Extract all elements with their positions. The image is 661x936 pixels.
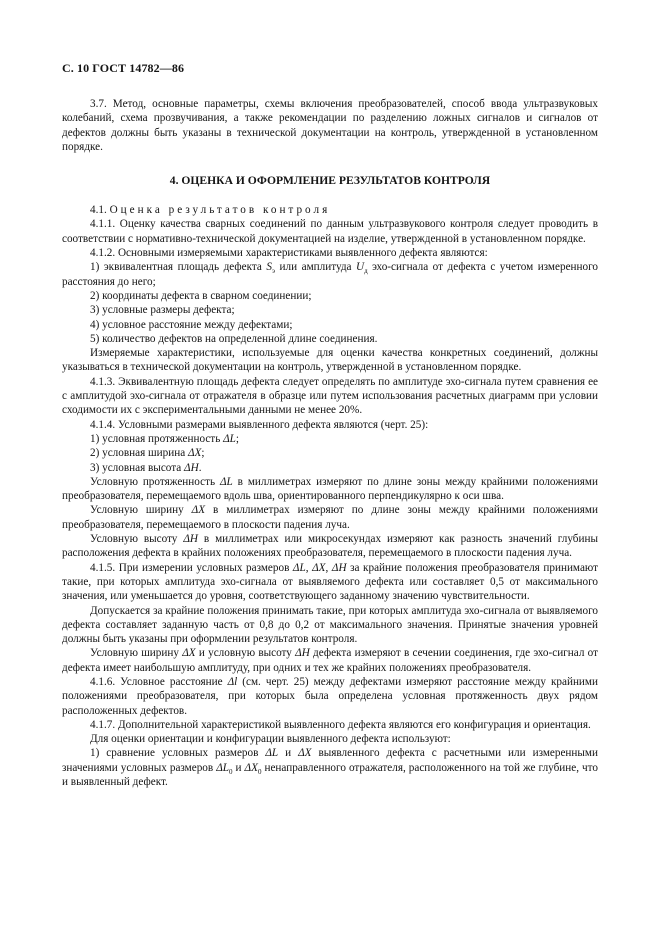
page-content bbox=[62, 97, 598, 789]
list-item-3: 3) условные размеры дефекта; bbox=[90, 304, 235, 317]
paragraph-4-1-7: 4.1.7. Дополнительной характеристикой выявленного дефекта являются его конфигурация и ориентация. bbox=[90, 718, 591, 731]
paragraph-3-7: 3.7. Метод, основные параметры, схемы включения преобразователей, способ ввода ультразвуковых колебаний, схема прозвучивания, а также рекомендации по разделению ложных сигналов и сигналов от дефектов должны быть указаны в технической документации на контроль, утвержденной в установленном порядке. bbox=[62, 98, 598, 153]
paragraph-4-1-2: 4.1.2. Основными измеряемыми характеристиками выявленного дефекта являются: bbox=[90, 247, 488, 260]
paragraph-comparison: 1) сравнение условных размеров ΔL и ΔX выявленного дефекта с расчетными или измеренными значениями условных размеров $\Delta L_0$ и $\Delta X_0$ ненаправленного отражателя, расположенного на той же глубине, что и выявленный дефект. bbox=[62, 747, 598, 789]
paragraph-orientation: Для оценки ориентации и конфигурации выявленного дефекта используют: bbox=[90, 733, 451, 746]
paragraph-4-1-1: 4.1.1. Оценку качества сварных соединений по данным ультразвукового контроля следует проводить в соответствии с нормативно-технической документацией на изделие, утвержденной в установленном порядке. bbox=[62, 218, 598, 245]
list-item-4: 4) условное расстояние между дефектами; bbox=[90, 318, 293, 331]
paragraph-length: Условную протяженность ΔL в миллиметрах измеряют по длине зоны между крайними положениями преобразователя, перемещаемого вдоль шва, ориентированного перпендикулярно к оси шва. bbox=[62, 475, 598, 503]
paragraph-measured: Измеряемые характеристики, используемые для оценки качества конкретных соединений, должны указываться в технической документации на контроль, утвержденной в установленном порядке. bbox=[62, 347, 598, 374]
paragraph-4-1-6: 4.1.6. Условное расстояние Δl (см. черт. 25) между дефектами измеряют расстояние между крайними положениями преобразователя, при которых была определена условная протяженность двух рядом расположенных дефектов. bbox=[62, 675, 598, 717]
paragraph-allowed: Допускается за крайние положения принимать такие, при которых амплитуда эхо-сигнала от выявляемого дефекта составляет заданную часть от 0,8 до 0,2 от максимального значения. Принятые значения уровней должны быть указаны при оформлении результатов контроля. bbox=[62, 604, 598, 646]
section-4-title: 4. ОЦЕНКА И ОФОРМЛЕНИЕ РЕЗУЛЬТАТОВ КОНТРОЛЯ bbox=[169, 174, 491, 188]
subsection-4-1-heading bbox=[62, 203, 598, 217]
condition-width: 2) условная ширина ΔX; bbox=[90, 447, 205, 460]
list-item-5: 5) количество дефектов на определенной длине соединения. bbox=[90, 332, 378, 345]
symbol-U: U bbox=[356, 261, 365, 274]
paragraph-4-1-5: 4.1.5. При измерении условных размеров ΔL, ΔX, ΔH за крайние положения преобразователя принимают такие, при которых амплитуда эхо-сигнала от выявляемого дефекта или составляет 0,5 от максимального значения, или уменьшается до уровня, соответствующего заданному значению чувствительности. bbox=[62, 561, 599, 603]
paragraph-width: Условную ширину ΔX в миллиметрах измеряют по длине зоны между крайними положениями преобразователя, перемещаемого в плоскости падения луча. bbox=[62, 504, 598, 531]
paragraph-height: Условную высоту ΔH в миллиметрах или микросекундах измеряют как разность значений глубины расположения дефекта в крайних положениях преобразователя, перемещаемого в плоскости падения луча. bbox=[62, 533, 598, 560]
page-header: С. 10 ГОСТ 14782—86 bbox=[62, 61, 185, 75]
subsection-number: 4.1. bbox=[90, 204, 107, 217]
list-item-2: 2) координаты дефекта в сварном соединении; bbox=[90, 289, 312, 302]
symbol-S: S bbox=[266, 261, 273, 274]
list-item-1: 1) эквивалентная площадь дефекта $S_э$ или амплитуда $U_д$ эхо-сигнала от дефекта с учетом измеренного расстояния до него; bbox=[62, 261, 599, 288]
subsection-title: Оценка результатов контроля bbox=[109, 204, 331, 217]
condition-length: 1) условная протяженность ΔL; bbox=[90, 432, 239, 445]
paragraph-4-1-4: 4.1.4. Условными размерами выявленного дефекта являются (черт. 25): bbox=[90, 418, 429, 431]
paragraph-4-1-3: 4.1.3. Эквивалентную площадь дефекта следует определять по амплитуде эхо-сигнала путем сравнения ее с амплитудой эхо-сигнала от отражателя в образце или путем использования расчетных диаграмм при условии сходимости их с экспериментальными данными не менее 20%. bbox=[62, 375, 598, 417]
paragraph-cross-section: Условную ширину ΔX и условную высоту ΔH дефекта измеряют в сечении соединения, где эхо-сигнал от дефекта имеет наибольшую амплитуду, при одних и тех же крайних положениях преобразователя. bbox=[62, 647, 598, 674]
condition-height: 3) условная высота ΔH. bbox=[90, 461, 202, 474]
